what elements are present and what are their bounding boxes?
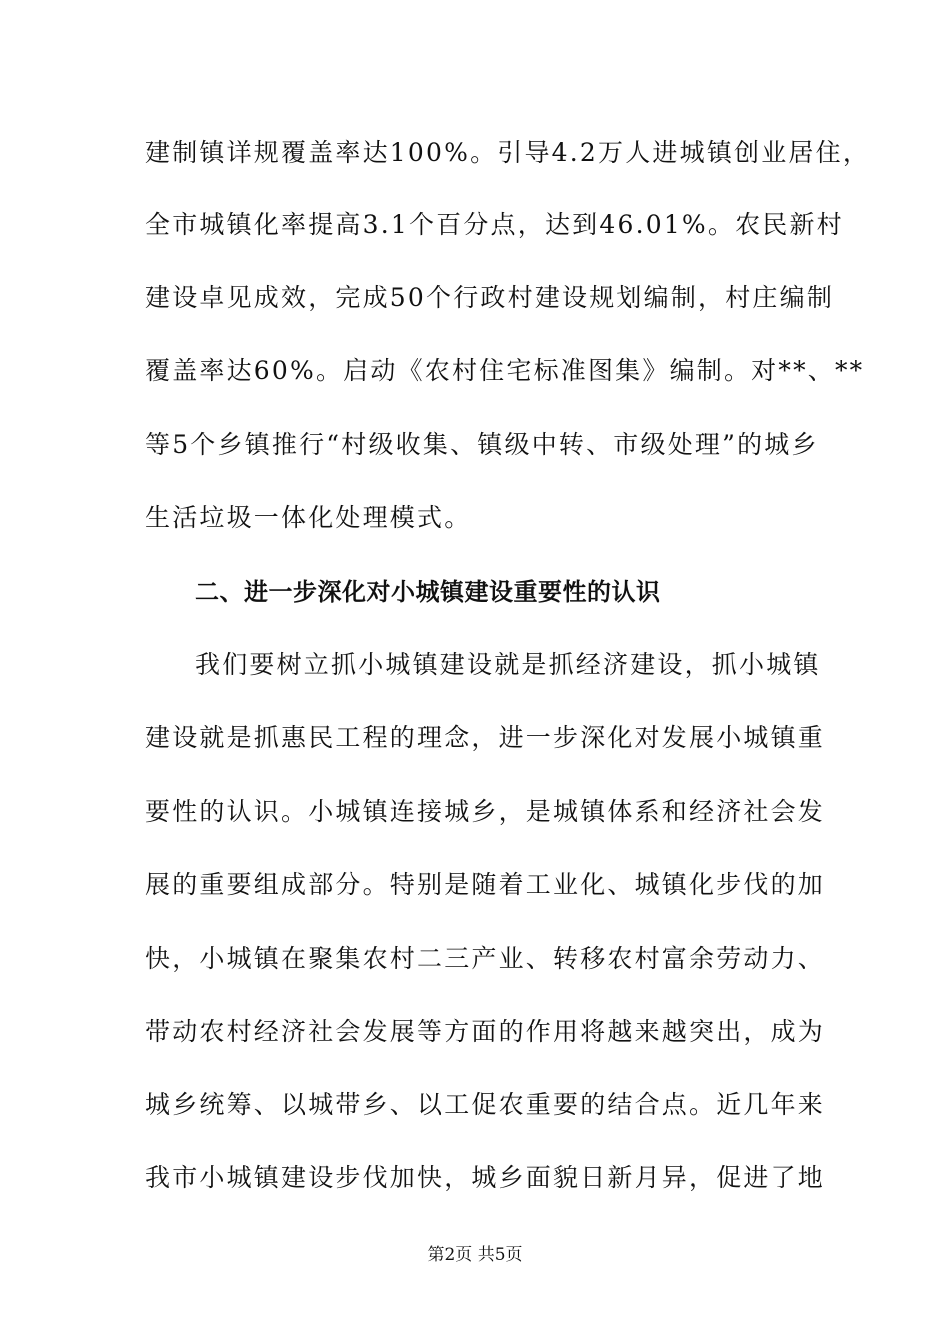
section-heading: 二、进一步深化对小城镇建设重要性的认识 bbox=[195, 578, 661, 606]
body-line: 全市城镇化率提高3.1个百分点，达到46.01%。农民新村 bbox=[145, 210, 844, 239]
body-line: 城乡统筹、以城带乡、以工促农重要的结合点。近几年来 bbox=[145, 1090, 826, 1119]
body-line: 覆盖率达60%。启动《农村住宅标准图集》编制。对**、** bbox=[145, 356, 865, 385]
body-line: 建设卓见成效，完成50个行政村建设规划编制，村庄编制 bbox=[145, 283, 835, 312]
page-footer: 第2页 共5页 bbox=[427, 1245, 523, 1265]
body-line: 建设就是抓惠民工程的理念，进一步深化对发展小城镇重 bbox=[145, 723, 826, 752]
body-line: 等5个乡镇推行“村级收集、镇级中转、市级处理”的城乡 bbox=[145, 430, 819, 459]
body-line: 生活垃圾一体化处理模式。 bbox=[145, 503, 472, 532]
body-line: 我们要树立抓小城镇建设就是抓经济建设，抓小城镇 bbox=[195, 650, 821, 679]
body-line: 快，小城镇在聚集农村二三产业、转移农村富余劳动力、 bbox=[145, 944, 826, 973]
body-line: 展的重要组成部分。特别是随着工业化、城镇化步伐的加 bbox=[145, 870, 826, 899]
body-line: 建制镇详规覆盖率达100%。引导4.2万人进城镇创业居住， bbox=[145, 138, 871, 167]
body-line: 带动农村经济社会发展等方面的作用将越来越突出，成为 bbox=[145, 1017, 826, 1046]
body-line: 我市小城镇建设步伐加快，城乡面貌日新月异，促进了地 bbox=[145, 1163, 826, 1192]
body-line: 要性的认识。小城镇连接城乡，是城镇体系和经济社会发 bbox=[145, 797, 826, 826]
